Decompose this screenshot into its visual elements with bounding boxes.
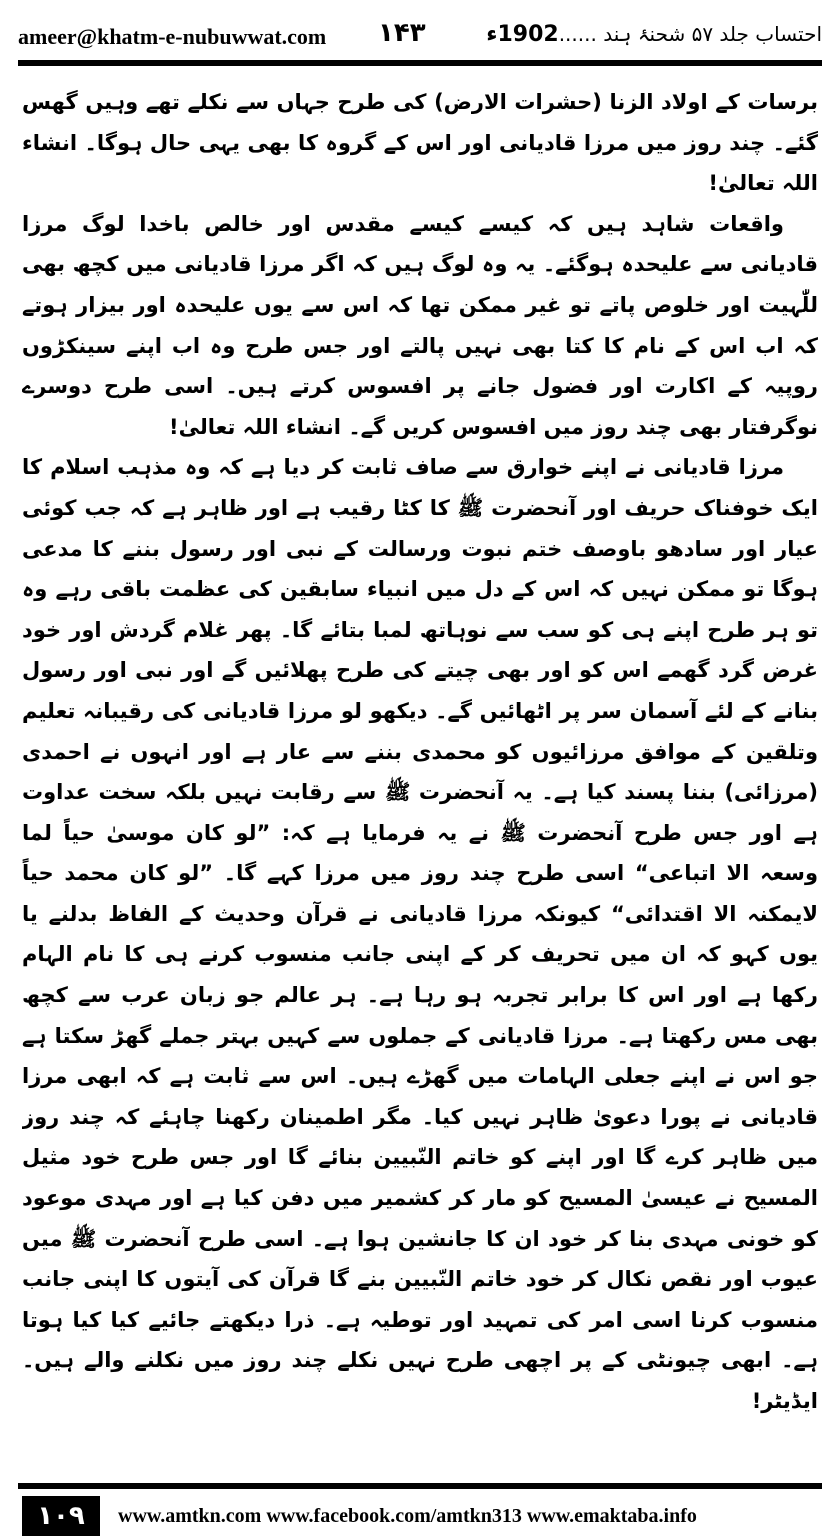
article-body bbox=[22, 82, 818, 1477]
header-dots: ...... bbox=[558, 22, 597, 46]
header-year: 1902ء bbox=[486, 22, 559, 47]
footer-page-number: ۱۰۹ bbox=[22, 1496, 100, 1536]
header-page-number: ۱۴۳ bbox=[378, 18, 426, 48]
header-email: ameer@khatm-e-nubuwwat.com bbox=[18, 24, 327, 49]
footer-rule bbox=[18, 1483, 822, 1489]
paragraph-1: برسات کے اولاد الزنا (حشرات الارض) کی طرح جہاں سے نکلے تھے وہیں گھس گئے۔ چند روز میں مرزا قادیانی اور اس کے گروہ کا بھی یہی حال ہوگا۔ انشاء اللہ تعالیٰ! bbox=[22, 90, 818, 196]
header-rule bbox=[18, 60, 822, 66]
header-title-group bbox=[486, 22, 822, 47]
paragraph-3: مرزا قادیانی نے اپنے خوارق سے صاف ثابت کر دیا ہے کہ وہ مذہب اسلام کا ایک خوفناک حریف اور آنحضرت ﷺ کا کٹا رقیب ہے اور ظاہر ہے کہ جب کوئی عیار اور سادھو باوصف ختم نبوت ورسالت کے نبی اور رسول بننے کا مدعی ہوگا تو ممکن نہیں کہ اس کے دل میں انبیاء سابقین کی عظمت باقی رہے وہ تو ہر طرح اپنے ہی کو سب سے نوہاتھ لمبا بتائے گا۔ پھر غلام گردش اور خود غرض گرد گھمے اس کو اور بھی چیتے کی طرح پھلائیں گے اور نبی اور رسول بنانے کے لئے آسمان سر پر اٹھائیں گے۔ دیکھو لو مرزا قادیانی کی رقیبانہ تعلیم وتلقین کے موافق مرزائیوں کو محمدی بننے سے عار ہے اور انہوں نے احمدی (مرزائی) بننا پسند کیا ہے۔ یہ آنحضرت ﷺ سے رقابت نہیں بلکہ سخت عداوت ہے اور جس طرح آنحضرت ﷺ نے یہ فرمایا ہے کہ: ”لو کان موسیٰ حیاً لما وسعہ الا اتباعی“ اسی طرح چند روز میں مرزا کہے گا۔ ”لو کان محمد حیاً لایمکنہ الا اقتدائی“ کیونکہ مرزا قادیانی نے قرآن وحدیث کے الفاظ بدلنے یا یوں کہو کہ ان میں تحریف کر کے اپنی جانب منسوب کرنے ہی کا نام الہام رکھا ہے اور اس کا برابر تجربہ ہو رہا ہے۔ ہر عالم جو زبان عرب سے کچھ بھی مس رکھتا ہے۔ مرزا قادیانی کے جملوں سے کہیں بہتر جملے گھڑ سکتا ہے جو اس نے اپنے جعلی الہامات میں گھڑے ہیں۔ اس سے ثابت ہے کہ ابھی مرزا قادیانی نے پورا دعویٰ ظاہر نہیں کیا۔ مگر اطمینان رکھنا چاہئے کہ چند روز میں ظاہر کرے گا اور اپنے کو خاتم النّبیین بنائے گا اور جس طرح خود مثیل المسیح نے عیسیٰ المسیح کو مار کر کشمیر میں دفن کیا ہے اور مہدی موعود کو خونی مہدی بنا کر خود ان کا جانشین ہوا ہے۔ اسی طرح آنحضرت ﷺ میں عیوب اور نقص نکال کر خود خاتم النّبیین بنے گا قرآن کی آیتوں کا اپنی جانب منسوب کرنا اسی امر کی تمہید اور توطیہ ہے۔ ذرا دیکھتے جائیے کیا کیا ہوتا ہے۔ ابھی چیونٹی کے پر اچھی طرح نہیں نکلے چند روز میں نکلنے والے ہیں۔ ایڈیٹر! bbox=[22, 455, 818, 1413]
footer-links: www.amtkn.com www.facebook.com/amtkn313 www.emaktaba.info bbox=[118, 1505, 697, 1527]
paragraph-2: واقعات شاہد ہیں کہ کیسے کیسے مقدس اور خالص باخدا لوگ مرزا قادیانی سے علیحدہ ہوگئے۔ یہ وہ لوگ ہیں کہ اگر مرزا قادیانی میں کچھ بھی للّٰہیت اور خلوص پاتے تو غیر ممکن تھا کہ اس سے یوں علیحدہ اور بیزار ہوتے کہ اب اس کے نام کا کتا بھی نہیں پالتے اور جس طرح وہ اب اپنے سینکڑوں روپیہ کے اکارت اور فضول جانے پر افسوس کرتے ہیں۔ اسی طرح دوسرے نوگرفتار بھی چند روز میں افسوس کریں گے۔ انشاء اللہ تعالیٰ! bbox=[22, 211, 818, 439]
page-header bbox=[18, 20, 822, 60]
header-title: احتساب جلد ۵۷ شحنۂ ہند bbox=[603, 22, 822, 46]
